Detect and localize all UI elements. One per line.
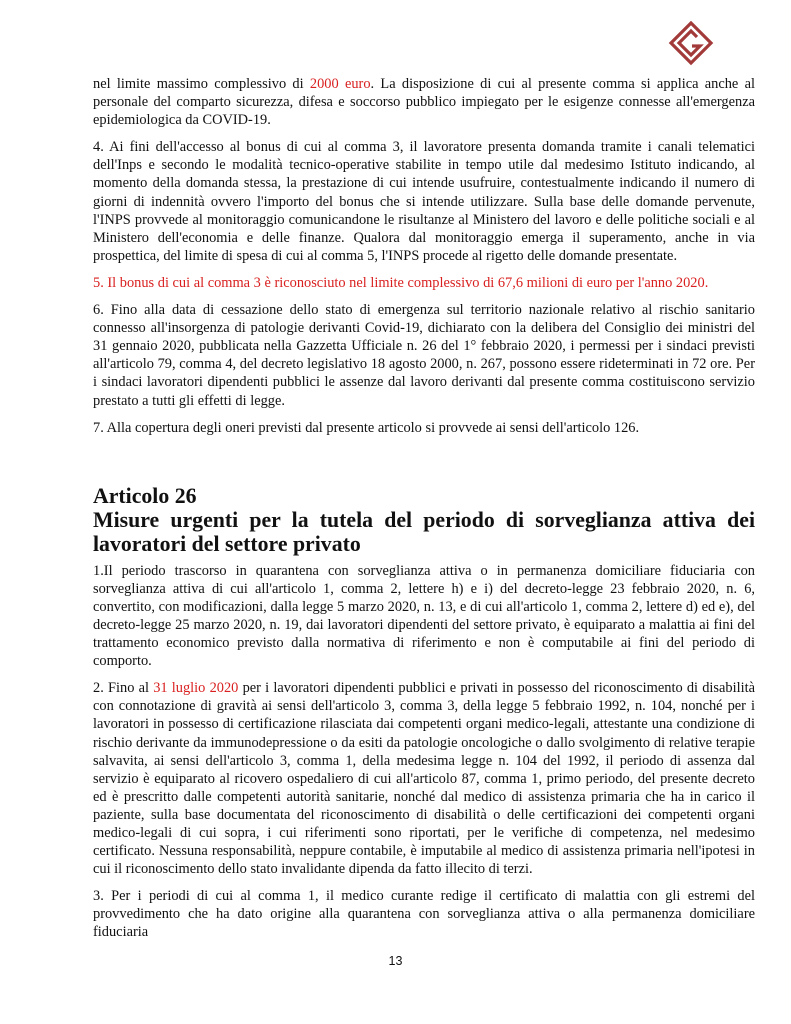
paragraph-art26-3: 3. Per i periodi di cui al comma 1, il medico curante redige il certificato di malattia con gli estremi del provvedimento che ha dato origine alla quarantena con sorveglianza attiva o alla permanenza domiciliare fiduciaria bbox=[93, 888, 755, 941]
paragraph-6: 6. Fino alla data di cessazione dello stato di emergenza sul territorio nazionale relativo al rischio sanitario connesso all'insorgenza di patologie derivanti Covid-19, dichiarato con la delibera del Consiglio dei ministri del 31 gennaio 2020, pubblicata nella Gazzetta Ufficiale n. 26 del 1° febbraio 2020, i permessi per i sindaci previsti all'articolo 79, comma 4, del decreto legislativo 18 agosto 2000, n. 267, possono essere rideterminati in 72 ore. Per i sindaci lavoratori dipendenti pubblici le assenze dal lavoro derivanti dal presente comma costituiscono servizio prestato a tutti gli effetti di legge. bbox=[93, 302, 755, 409]
paragraph-art26-2 bbox=[93, 679, 755, 878]
paragraph-art26-1: 1.Il periodo trascorso in quarantena con sorveglianza attiva o in permanenza domiciliare fiduciaria con sorveglianza attiva di cui all'articolo 1, comma 2, lettere h) e i) del decreto-legge 23 febbraio 2020, n. 6, convertito, con modificazioni, dalla legge 5 marzo 2020, n. 13, e di cui all'articolo 1, comma 2, lettere d) ed e), del decreto-legge 25 marzo 2020, n. 19, dai lavoratori dipendenti del settore privato, è equiparato a malattia ai fini del trattamento economico previsto dalla normativa di riferimento e non è computabile ai fini del periodo di comporto. bbox=[93, 562, 755, 670]
article-title: Misure urgenti per la tutela del periodo di sorveglianza attiva dei lavoratori del settore privato bbox=[93, 507, 755, 556]
paragraph-4: 4. Ai fini dell'accesso al bonus di cui al comma 3, il lavoratore presenta domanda tramite i canali telematici dell'Inps e secondo le modalità tecnico-operative stabilite in tempo utile dal medesimo Istituto indicando, al momento della domanda stessa, la prestazione di cui intende usufruire, contestualmente indicando il numero di giorni di indennità ovvero l'importo del bonus che si intende utilizzare. Sulla base delle domande pervenute, l'INPS provvede al monitoraggio comunicandone le risultanze al Ministero del lavoro e delle politiche sociali e al Ministero dell'economia e delle finanze. Qualora dal monitoraggio emerga il superamento, anche in via prospettica, del limite di spesa di cui al comma 5, l'INPS procede al rigetto delle domande presentate. bbox=[93, 139, 755, 264]
page-number: 13 bbox=[388, 954, 403, 968]
text-segment: 2. Fino al bbox=[93, 680, 154, 697]
diamond-g-logo-icon bbox=[668, 20, 714, 66]
article-heading bbox=[93, 484, 755, 556]
document-body bbox=[93, 75, 755, 951]
text-segment: . La disposizione di cui al presente comma si applica anche al personale del comparto sicurezza, difesa e soccorso pubblico impiegato per le esigenze connesse all'emergenza epidemiologica da COVID-19. bbox=[93, 76, 755, 129]
highlighted-amount: 2000 euro bbox=[309, 76, 371, 92]
article-number: Articolo 26 bbox=[93, 483, 197, 508]
paragraph-limit bbox=[93, 75, 755, 129]
paragraph-5-highlighted: 5. Il bonus di cui al comma 3 è riconosciuto nel limite complessivo di 67,6 milioni di euro per l'anno 2020. bbox=[93, 274, 709, 291]
text-segment: per i lavoratori dipendenti pubblici e privati in possesso del riconoscimento di disabilità con connotazione di gravità ai sensi dell'articolo 3, comma 3, della legge 5 febbraio 1992, n. 104, nonché per i lavoratori in possesso di certificazione rilasciata dai competenti organi medico-legali, attestante una condizione di rischio derivante da immunodepressione o da esiti da patologie oncologiche o dallo svolgimento di relative terapie salvavita, ai sensi dell'articolo 3, comma 1, della medesima legge n. 104 del 1992, il periodo di assenza dal servizio è equiparato al ricovero ospedaliero di cui all'articolo 87, comma 1, primo periodo, del presente decreto ed è prescritto dalle competenti autorità sanitarie, nonché dal medico di assistenza primaria che ha in carico il paziente, sulla base documentata del riconoscimento di disabilità o delle certificazioni dei competenti organi medico-legali di cui sopra, i cui riferimenti sono riportati, per le verifiche di competenza, nel medesimo certificato. Nessuna responsabilità, neppure contabile, è imputabile al medico di assistenza primaria nell'ipotesi in cui il riconoscimento dello stato invalidante dipenda da fatto illecito di terzi. bbox=[93, 680, 755, 878]
highlighted-date: 31 luglio 2020 bbox=[153, 680, 239, 697]
text-segment: nel limite massimo complessivo di bbox=[93, 76, 310, 92]
paragraph-7: 7. Alla copertura degli oneri previsti dal presente articolo si provvede ai sensi dell'articolo 126. bbox=[93, 419, 640, 436]
